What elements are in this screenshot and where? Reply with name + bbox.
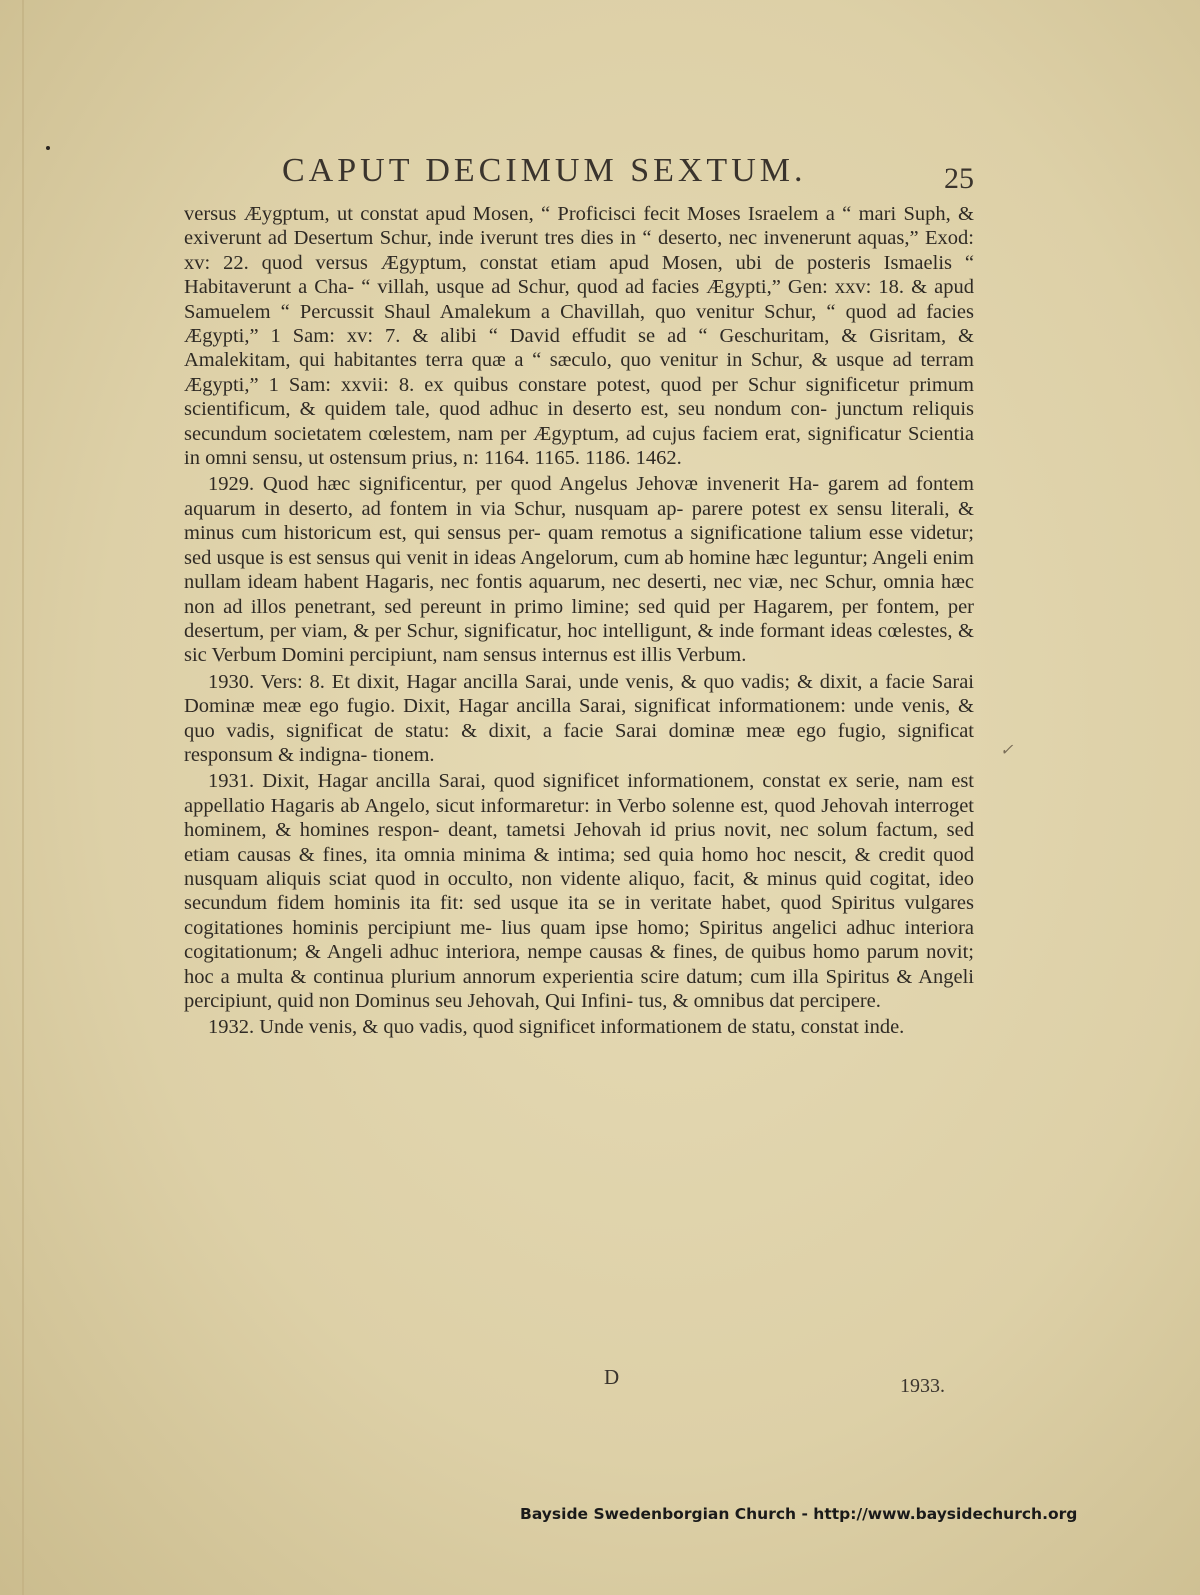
paragraph-1931: 1931. Dixit, Hagar ancilla Sarai, quod significet informationem, constat ex serie, nam est appellatio Hagaris ab Angelo, sicut informaretur: in Verbo solenne est, quod Jehovah interroget hominem, & homines respon- deant, tametsi Jehovah id prius novit, nec solum factum, sed etiam causas & fines, ita omnia minima & intima; sed quia homo hoc nescit, & credit quod nusquam aliquis sciat quod in occulto, non vidente aliquo, facit, & minus quid cogitat, ideo secundum fidem hominis ita fit: sed usque ita se in veritate habet, quod Spiritus vulgares cogitationes hominis percipiunt me- lius quam ipse homo; Spiritus angelici adhuc interiora cogitationum; & Angeli adhuc interiora, nempe causas & fines, de quibus homo parum novit; hoc a multa & continua plurium annorum experientia scire datum; cum illa Spiritus & Angeli percipiunt, quid non Dominus seu Jehovah, Qui Infini- tus, & omnibus dat percipere.: [184, 770, 974, 1012]
catchword: 1933.: [900, 1375, 945, 1397]
page-gutter-line: [22, 0, 24, 1595]
paragraph-1932: 1932. Unde venis, & quo vadis, quod significet informationem de statu, constat inde.: [208, 1016, 905, 1039]
paragraph-continued: versus Æygptum, ut constat apud Mosen, “ Proficisci fecit Moses Israelem a “ mari Suph, & exiverunt ad Desertum Schur, inde iverunt tres dies in “ deserto, nec invenerunt aquas,” Exod: xv: 22. quod versus Ægyptum, constat etiam apud Mosen, ubi de posteris Ismaelis “ Habitaverunt a Cha- “ villah, usque ad Schur, quod ad facies Ægypti,” Gen: xxv: 18. & apud Samuelem “ Percussit Shaul Amalekum a Chavillah, quo venitur Schur, “ quod ad facies Ægypti,” 1 Sam: xv: 7. & alibi “ David effudit se ad “ Geschuritam, & Gisritam, & Amalekitam, qui habitantes terra quæ a “ sæculo, quo venitur in Schur, & usque ad terram Ægypti,” 1 Sam: xxvii: 8. ex quibus constare potest, quod per Schur significetur primum scientificum, & quidem tale, quod adhuc in deserto est, seu nondum con- junctum reliquis secundum societatem cœlestem, nam per Ægyptum, ad cujus faciem erat, significatur Scientia in omni sensu, ut ostensum prius, n: 1164. 1165. 1186. 1462.: [184, 203, 974, 470]
body-text: [184, 202, 974, 1040]
page-number: 25: [944, 162, 974, 195]
signature-mark: D: [604, 1365, 620, 1389]
running-head: CAPUT DECIMUM SEXTUM.: [282, 152, 807, 189]
ink-speck: [46, 146, 50, 150]
paragraph-1930: 1930. Vers: 8. Et dixit, Hagar ancilla Sarai, unde venis, & quo vadis; & dixit, a facie Sarai Dominæ meæ ego fugio. Dixit, Hagar ancilla Sarai, significat informationem: unde venis, & quo vadis, significat de statu: & dixit, a facie Sarai dominæ meæ ego fugio, significat responsum & indigna- tionem.: [184, 670, 974, 766]
watermark-text: Bayside Swedenborgian Church - http://www.baysidechurch.org: [520, 1505, 1078, 1523]
paragraph-1929: 1929. Quod hæc significentur, per quod Angelus Jehovæ invenerit Ha- garem ad fontem aquarum in deserto, ad fontem in via Schur, nusquam ap- parere potest ex sensu literali, & minus cum historicum est, qui sensus per- quam remotus a significatione talium esse videtur; sed usque is est sensus qui venit in ideas Angelorum, cum ab homine hæc leguntur; Angeli enim nullam ideam habent Hagaris, nec fontis aquarum, nec deserti, nec viæ, nec Schur, omnia hæc non ad illos penetrant, sed pereunt in primo limine; sed quid per Hagarem, per fontem, per desertum, per viam, & per Schur, significatur, hoc intelligunt, & inde formant ideas cœlestes, & sic Verbum Domini percipiunt, nam sensus internus est illis Verbum.: [184, 473, 974, 667]
margin-pencil-mark: ✓: [1000, 742, 1014, 759]
